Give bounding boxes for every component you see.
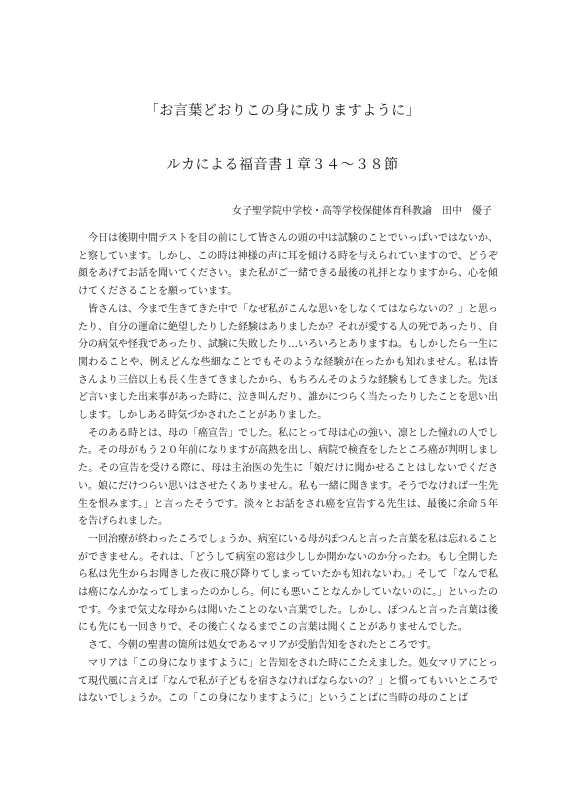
paragraph: マリアは「この身になりますように」と告知をされた時にこたえました。処女マリアにとって現代風に言えば「なんで私が子どもを宿さなければならないの？」と慣ってもいいところではないでしょうか。この「この身になりますように」ということばに当時の母のことば [78, 657, 498, 705]
author-line: 女子聖学院中学校・高等学校保健体育科教諭 田中 優子 [232, 206, 492, 217]
paragraph: 一回治療が終わったころでしょうか、病室にいる母がぽつんと言った言葉を私は忘れることができません。それは、「どうして病室の窓は少ししか開かないのか分ったわ。もし全開したら私は先生からお聞きした夜に飛び降りてしまっていたかも知れないわ。」そして「なんで私は癌になんかなってしまったのかしら。何にも悪いことなんかしていないのに。」といったのです。今まで気丈な母からは聞いたことのない言葉でした。しかし、ぽつんと言った言葉は後にも先にも一回きりで、その後亡くなるまでこの言葉は聞くことがありませんでした。 [78, 533, 498, 634]
paragraph: 皆さんは、今まで生きてきた中で「なぜ私がこんな思いをしなくてはならないの？」と思ったり、自分の運命に絶望したりした経験はありましたか？それが愛する人の死であったり、自分の病気や怪我であったり、試験に失敗したり…いろいろとありますね。もしかしたら一生に関わることや、例えどんな些細なことでもそのような経験が在ったかも知れません。私は皆さんより三倍以上も長く生きてきましたから、もちろんそのような経験もしてきました。先ほど言いました出来事があった時に、泣き叫んだり、誰かにつらく当たったりしたことを思い出します。しかしある時気づかされたことがありました。 [78, 303, 498, 422]
body-text [78, 230, 498, 708]
paragraph: 今日は後期中間テストを目の前にして皆さんの頭の中は試験のことでいっぱいではないか、と察しています。しかし、この時は神様の声に耳を傾ける時を与えられていますので、どうぞ顔をあげてお話を聞いてください。また私がご一緒できる最後の礼拝となりますから、心を傾けてくださることを願っています。 [78, 233, 498, 298]
sermon-title: 「お言葉どおりこの身に成りますように」 [144, 103, 421, 119]
scripture-reference: ルカによる福音書１章３４～３８節 [166, 157, 399, 173]
paragraph: さて、今朝の聖書の箇所は処女であるマリアが受胎告知をされたところです。 [88, 640, 437, 652]
paragraph: そのある時とは、母の「癌宣告」でした。私にとって母は心の強い、凛とした憧れの人でした。その母がもう２０年前になりますが高熱を出し、病院で検査をしたところ癌が判明しました。その宣告を受ける際に、母は主治医の先生に「娘だけに聞かせることはしないでください。娘にだけつらい思いはさせたくありません。私も一緒に聞きます。そうでなければ一生先生を恨みます。」と言ったそうです。淡々とお話をされ癌を宣告する先生は、最後に余命５年を告げられました。 [78, 427, 498, 528]
